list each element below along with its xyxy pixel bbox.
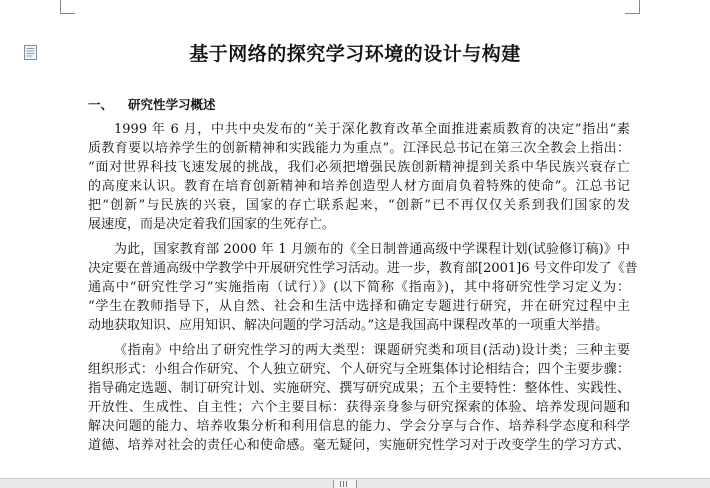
document-title: 基于网络的探究学习环境的设计与构建 <box>189 43 521 65</box>
paragraph-line: 的高度来认识。教育在培育创新精神和培养创造型人材方面肩负着特殊的使命”。江总书记 <box>88 179 630 194</box>
paragraph-line: 把“创新”与民族的兴衰，国家的存亡联系起来，“创新”已不再仅仅关系到我们国家的发 <box>88 198 630 213</box>
paragraph-line: 《指南》中给出了研究性学习的两大类型：课题研究类和项目(活动)设计类；三种主要 <box>114 343 630 358</box>
paragraph-line: 质教育要以培养学生的创新精神和实践能力为重点”。江泽民总书记在第三次全教会上指出： <box>88 141 630 156</box>
paragraph-line: 动地获取知识、应用知识、解决问题的学习活动。”这是我国高中课程改革的一项重大举措。 <box>88 318 609 333</box>
horizontal-scrollbar[interactable] <box>0 478 710 488</box>
scrollbar-thumb[interactable] <box>333 480 357 488</box>
crop-mark-top-left <box>60 13 75 14</box>
paragraph-line: 1999 年 6 月，中共中央发布的“关于深化教育改革全面推进素质教育的决定”指出“素 <box>114 122 630 137</box>
section-title: 研究性学习概述 <box>128 97 216 112</box>
paragraph-line: 组织形式：小组合作研究、个人独立研究、个人研究与全班集体讨论相结合；四个主要步骤： <box>88 362 630 377</box>
paragraph-line: 道德、培养对社会的责任心和使命感。毫无疑问，实施研究性学习对于改变学生的学习方式、 <box>88 438 630 453</box>
grip-line <box>343 481 344 487</box>
paragraph-line: 指导确定选题、制订研究计划、实施研究、撰写研究成果；五个主要特性：整体性、实践性、 <box>88 381 630 396</box>
paragraph-line: 为此，国家教育部 2000 年 1 月颁布的《全日制普通高级中学课程计划(试验修订稿)》中 <box>114 242 630 257</box>
paragraph-line: 通高中“研究性学习”实施指南（试行）》(以下简称《指南》)，其中将研究性学习定义为： <box>88 280 630 295</box>
section-heading <box>88 97 216 113</box>
crop-mark-top-left-vertical <box>60 0 61 14</box>
paragraph-line: 开放性、生成性、自主性；六个主要目标：获得亲身参与研究探索的体验、培养发现问题和 <box>88 400 630 415</box>
paragraph-line: “学生在教师指导下，从自然、社会和生活中选择和确定专题进行研究，并在研究过程中主 <box>88 299 630 314</box>
grip-line <box>340 481 341 487</box>
grip-line <box>346 481 347 487</box>
paragraph-line: 展速度，而是决定着我们国家的生死存亡。 <box>88 217 336 232</box>
paragraph-line: 决定要在普通高级中学教学中开展研究性学习活动。进一步，教育部[2001]6 号文件印发了《普 <box>88 261 638 276</box>
crop-mark-top-right-vertical <box>639 0 640 14</box>
paragraph-line: “面对世界科技飞速发展的挑战，我们必须把增强民族创新精神提到关系中华民族兴衰存亡 <box>88 160 630 175</box>
crop-mark-top-right <box>625 13 640 14</box>
paragraph-line: 解决问题的能力、培养收集分析和利用信息的能力、学会分享与合作、培养科学态度和科学 <box>88 419 630 434</box>
section-number: 一、 <box>88 97 114 112</box>
